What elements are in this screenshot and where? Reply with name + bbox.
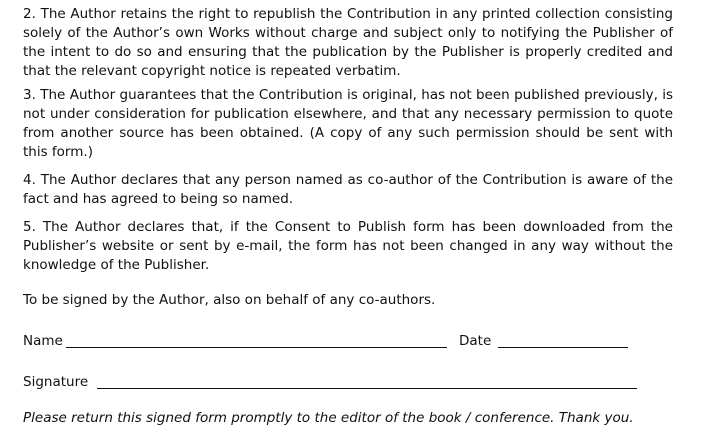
clause-5: 5. The Author declares that, if the Consent to Publish form has been downloaded from the Publisher’s website or sent by e-mail, the form has not been changed in any way without the knowledge of the Publisher. — [23, 219, 673, 273]
date-label: Date — [459, 333, 492, 349]
closing-note: Please return this signed form promptly to the editor of the book / conference. Thank you. — [23, 410, 634, 426]
clause-4: 4. The Author declares that any person named as co-author of the Contribution is aware of the fact and has agreed to being so named. — [23, 172, 673, 207]
clause-3: 3. The Author guarantees that the Contribution is original, has not been published previously, is not under consideration for publication elsewhere, and that any necessary permission to quote from another source has been obtained. (A copy of any such permission should be sent with this form.) — [23, 87, 673, 160]
signing-instruction: To be signed by the Author, also on behalf of any co-authors. — [23, 292, 436, 308]
signature-label: Signature — [23, 374, 89, 390]
signature-field-line[interactable] — [97, 388, 637, 389]
date-field-line[interactable] — [498, 347, 628, 348]
name-label: Name — [23, 333, 63, 349]
clause-2: 2. The Author retains the right to republish the Contribution in any printed collection consisting solely of the Author’s own Works without charge and subject only to notifying the Publisher of the intent to do so and ensuring that the publication by the Publisher is properly credited and that the relevant copyright notice is repeated verbatim. — [23, 6, 673, 79]
name-field-line[interactable] — [66, 347, 447, 348]
